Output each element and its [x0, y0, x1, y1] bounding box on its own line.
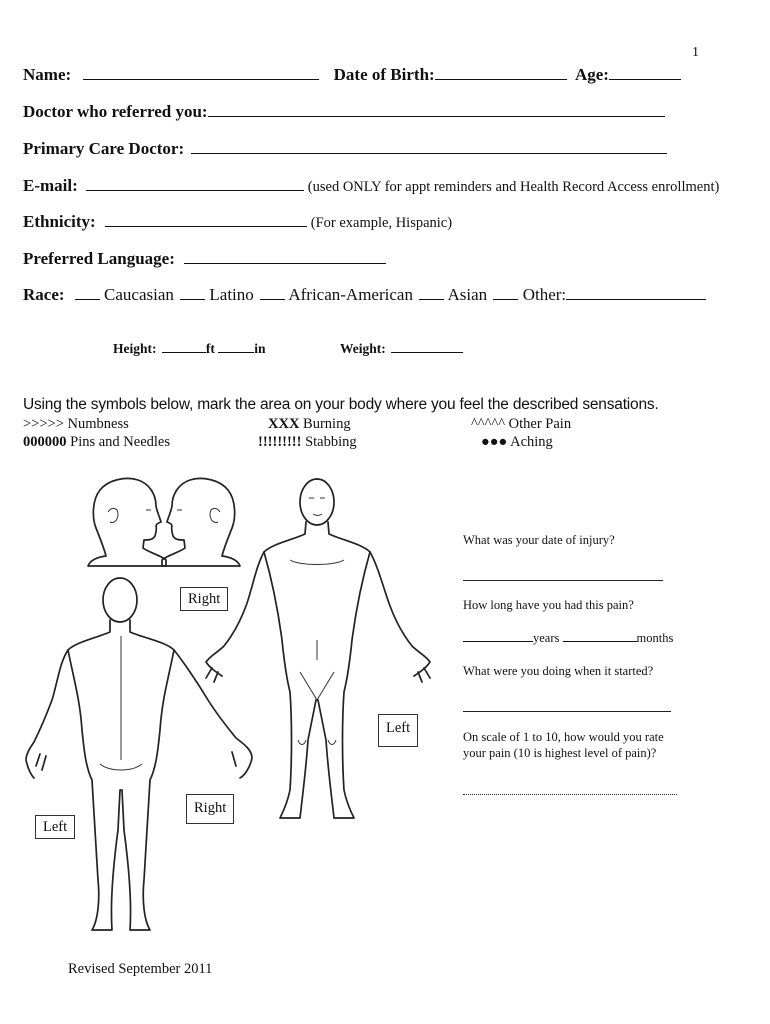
ft-label: ft: [205, 341, 215, 356]
race-check-asian[interactable]: [419, 286, 444, 300]
race-option-asian: Asian: [447, 285, 488, 304]
race-check-other[interactable]: [493, 286, 518, 300]
legend-aching: [481, 434, 553, 451]
question-pain-duration: How long have you had this pain?: [463, 598, 634, 612]
activity-field[interactable]: [463, 699, 671, 712]
dob-field[interactable]: [435, 66, 567, 80]
primary-field[interactable]: [191, 140, 667, 154]
race-option-caucasian: Caucasian: [104, 285, 174, 304]
name-label: Name:: [23, 65, 72, 84]
years-field[interactable]: [463, 631, 533, 642]
language-label: Preferred Language:: [23, 249, 175, 268]
email-field[interactable]: [86, 177, 304, 191]
ethnicity-row: [23, 212, 452, 232]
ethnicity-note: (For example, Hispanic): [310, 215, 453, 231]
legend-label: Pins and Needles: [70, 434, 170, 450]
pain-scale-field[interactable]: [463, 782, 677, 795]
weight-field[interactable]: [391, 341, 463, 353]
primary-label: Primary Care Doctor:: [23, 139, 185, 158]
legend-symbol: ^^^^^: [471, 416, 506, 432]
legend-symbol: XXX: [268, 416, 300, 432]
legend-label: Numbness: [67, 416, 129, 432]
question-injury-date: What was your date of injury?: [463, 533, 615, 547]
legend-pins-needles: [23, 434, 170, 451]
legend-label: Other Pain: [508, 416, 572, 432]
legend-burning: [268, 416, 351, 433]
legend-label: Burning: [303, 416, 351, 432]
ethnicity-label: Ethnicity:: [23, 212, 96, 231]
duration-row: [463, 631, 673, 646]
revision-footer: Revised September 2011: [68, 961, 213, 977]
height-row: [113, 341, 266, 357]
body-front-view: [206, 479, 430, 818]
label-right-back: Right: [180, 587, 228, 611]
name-field[interactable]: [83, 66, 319, 80]
legend-label: Aching: [510, 434, 553, 450]
height-label: Height:: [113, 341, 157, 356]
label-left-front: Left: [378, 714, 418, 747]
race-row: [23, 285, 706, 305]
legend-symbol: 000000: [23, 434, 67, 450]
ethnicity-field[interactable]: [105, 213, 307, 227]
race-label: Race:: [23, 285, 65, 304]
months-label: months: [636, 631, 674, 645]
race-check-caucasian[interactable]: [75, 286, 100, 300]
question-activity: What were you doing when it started?: [463, 664, 654, 678]
language-row: [23, 249, 386, 269]
injury-date-field[interactable]: [463, 568, 663, 581]
label-left-back: Left: [35, 815, 75, 839]
weight-label: Weight:: [340, 341, 386, 356]
years-label: years: [533, 631, 560, 645]
legend-numbness: [23, 416, 129, 433]
race-option-other: Other:: [522, 285, 567, 304]
legend-stabbing: [258, 434, 357, 451]
race-check-latino[interactable]: [180, 286, 205, 300]
legend-symbol: ●●●: [481, 434, 508, 450]
height-ft-field[interactable]: [162, 341, 206, 353]
name-row: [23, 65, 681, 85]
referred-field[interactable]: [208, 103, 665, 117]
question-pain-scale-2: your pain (10 is highest level of pain)?: [463, 746, 657, 760]
referred-row: [23, 102, 665, 122]
legend-label: Stabbing: [305, 434, 357, 450]
primary-row: [23, 139, 667, 159]
question-pain-scale-1: On scale of 1 to 10, how would you rate: [463, 730, 664, 744]
email-note: (used ONLY for appt reminders and Health Record Access enrollment): [307, 179, 720, 195]
referred-label: Doctor who referred you:: [23, 102, 208, 121]
page-number: 1: [692, 45, 699, 60]
height-in-field[interactable]: [218, 341, 254, 353]
email-label: E-mail:: [23, 176, 78, 195]
race-option-african-american: African-American: [288, 285, 413, 304]
in-label: in: [254, 341, 266, 356]
email-row: [23, 176, 719, 196]
race-other-field[interactable]: [566, 286, 706, 300]
head-profile-right: [88, 478, 166, 566]
language-field[interactable]: [184, 250, 386, 264]
race-option-latino: Latino: [209, 285, 254, 304]
months-field[interactable]: [563, 631, 637, 642]
age-field[interactable]: [609, 66, 681, 80]
instructions: Using the symbols below, mark the area on your body where you feel the described sensations.: [23, 396, 659, 413]
race-check-african-american[interactable]: [260, 286, 285, 300]
legend-other-pain: [471, 416, 571, 433]
label-right-front: Right: [186, 794, 234, 824]
weight-row: [340, 341, 463, 357]
legend-symbol: >>>>>: [23, 416, 64, 432]
body-back-view: [26, 578, 252, 930]
legend-symbol: !!!!!!!!!: [258, 434, 302, 450]
age-label: Age:: [574, 65, 609, 84]
dob-label: Date of Birth:: [333, 65, 435, 84]
head-profile-left: [162, 478, 240, 566]
